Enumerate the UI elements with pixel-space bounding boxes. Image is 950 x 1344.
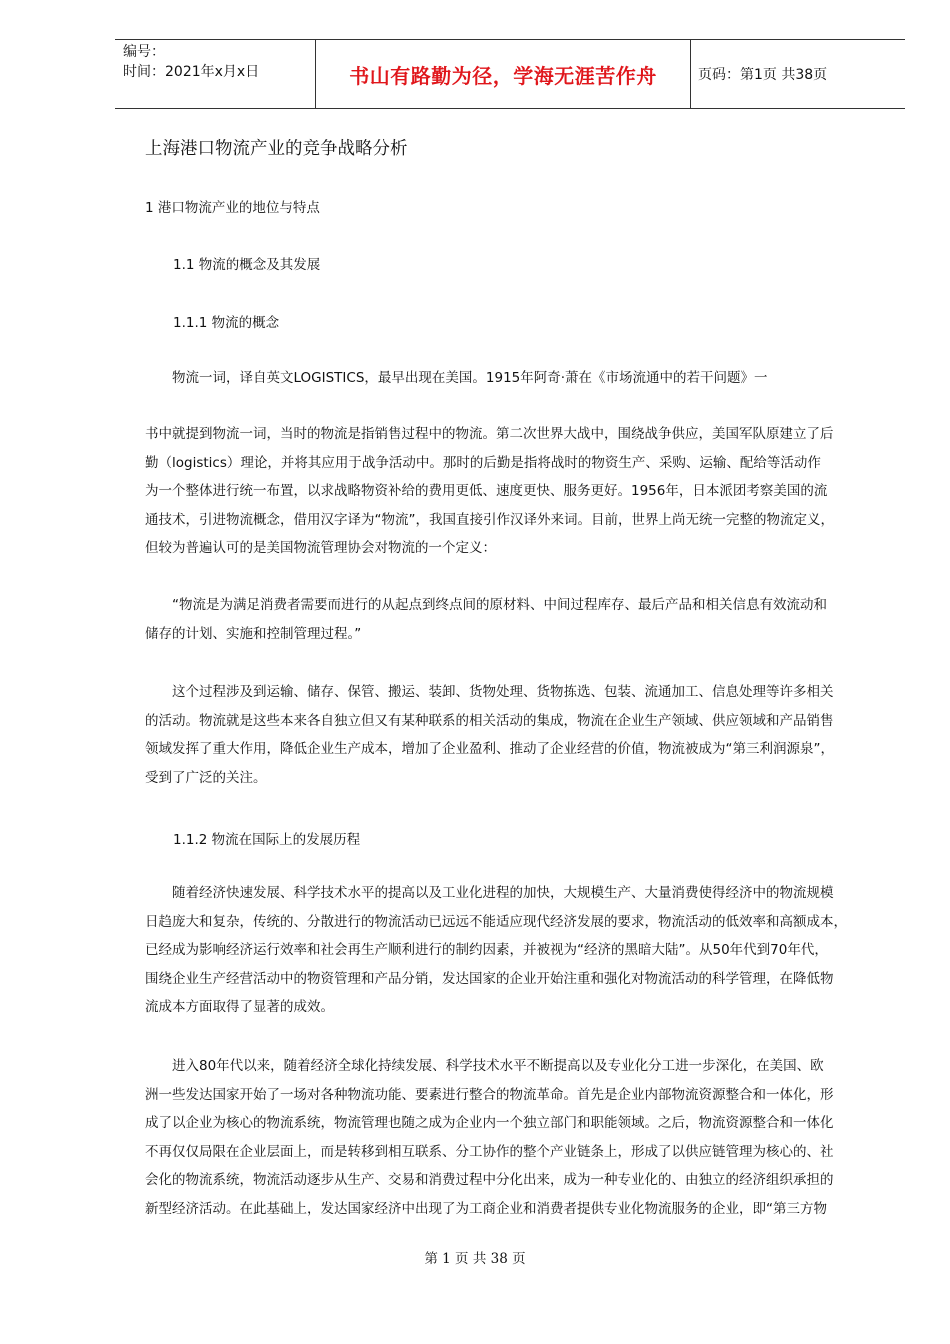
text-line: 成了以企业为核心的物流系统，物流管理也随之成为企业内一个独立部门和职能领域。之后，物流资源整合和一体化 xyxy=(145,1115,834,1131)
header-page-cell xyxy=(690,40,905,108)
text-line: 日趋庞大和复杂，传统的、分散进行的物流活动已远远不能适应现代经济发展的要求，物流活动的低效率和高额成本， xyxy=(145,913,847,930)
text-line: 会化的物流系统，物流活动逐步从生产、交易和消费过程中分化出来，成为一种专业化的、由独立的经济组织承担的 xyxy=(145,1172,834,1188)
paragraph-logistics-activities xyxy=(145,678,890,792)
number-label: 编号： xyxy=(123,44,165,60)
text-line: 书中就提到物流一词，当时的物流是指销售过程中的物流。第二次世界大战中，围绕战争供应，美国军队原建立了后 xyxy=(145,426,834,442)
text-line: 物流一词，译自英文LOGISTICS，最早出现在美国。1915年阿奇·萧在《市场流通中的若干问题》一 xyxy=(145,370,768,386)
header-table xyxy=(115,39,905,109)
paragraph-definition-quote xyxy=(145,591,890,648)
text-line: 通技术，引进物流概念，借用汉字译为“物流”，我国直接引作汉译外来词。目前，世界上尚无统一完整的物流定义， xyxy=(145,511,834,528)
date-line: 时间：2021年x月x日 xyxy=(123,64,260,80)
motto-text: 书山有路勤为径，学海无涯苦作舟 xyxy=(349,64,657,88)
text-line: 不再仅仅局限在企业层面上，而是转移到相互联系、分工协作的整个产业链条上，形成了以供应链管理为核心的、社 xyxy=(145,1143,834,1160)
text-line: “物流是为满足消费者需要而进行的从起点到终点间的原材料、中间过程库存、最后产品和相关信息有效流动和 xyxy=(145,597,827,613)
paragraph-intro-first-line xyxy=(145,364,890,393)
text-line: 围绕企业生产经营活动中的物资管理和产品分销，发达国家的企业开始注重和强化对物流活动的科学管理，在降低物 xyxy=(145,970,834,987)
text-line: 随着经济快速发展、科学技术水平的提高以及工业化进程的加快，大规模生产、大量消费使得经济中的物流规模 xyxy=(145,885,834,901)
text-line: 但较为普遍认可的是美国物流管理协会对物流的一个定义： xyxy=(145,540,496,556)
text-line: 领域发挥了重大作用，降低企业生产成本，增加了企业盈利、推动了企业经营的价值，物流被成为“第三利润源泉”， xyxy=(145,741,834,757)
paragraph-international-development xyxy=(145,879,890,1022)
section-heading-1-1: 1.1 物流的概念及其发展 xyxy=(173,257,321,273)
header-motto-cell xyxy=(315,40,691,108)
paragraph-logistics-revolution xyxy=(145,1052,890,1223)
page-footer: 第 1 页 共 38 页 xyxy=(424,1251,526,1267)
text-line: 为一个整体进行统一布置，以求战略物资补给的费用更低、速度更快、服务更好。1956年，日本派团考察美国的流 xyxy=(145,483,828,499)
text-line: 已经成为影响经济运行效率和社会再生产顺利进行的制约因素，并被视为“经济的黑暗大陆”。从50年代到70年代， xyxy=(145,942,828,958)
section-heading-1-1-2: 1.1.2 物流在国际上的发展历程 xyxy=(173,832,361,848)
text-line: 进入80年代以来，随着经济全球化持续发展、科学技术水平不断提高以及专业化分工进一步深化，在美国、欧 xyxy=(145,1058,824,1074)
paragraph-logistics-history xyxy=(145,420,890,563)
text-line: 新型经济活动。在此基础上，发达国家经济中出现了为工商企业和消费者提供专业化物流服务的企业，即“第三方物 xyxy=(145,1200,827,1217)
text-line: 受到了广泛的关注。 xyxy=(145,769,267,786)
text-line: 勤（logistics）理论，并将其应用于战争活动中。那时的后勤是指将战时的物资生产、采购、运输、配给等活动作 xyxy=(145,454,821,471)
page-info: 页码：第1页 共38页 xyxy=(698,67,828,83)
text-line: 这个过程涉及到运输、储存、保管、搬运、装卸、货物处理、货物拣选、包装、流通加工、信息处理等许多相关 xyxy=(145,684,834,700)
text-line: 洲一些发达国家开始了一场对各种物流功能、要素进行整合的物流革命。首先是企业内部物流资源整合和一体化，形 xyxy=(145,1086,834,1103)
section-heading-1: 1 港口物流产业的地位与特点 xyxy=(145,200,320,216)
header-left-cell xyxy=(115,40,315,108)
document-title: 上海港口物流产业的竞争战略分析 xyxy=(145,139,408,159)
section-heading-1-1-1: 1.1.1 物流的概念 xyxy=(173,315,280,331)
text-line: 流成本方面取得了显著的成效。 xyxy=(145,999,334,1015)
text-line: 的活动。物流就是这些本来各自独立但又有某种联系的相关活动的集成，物流在企业生产领域、供应领域和产品销售 xyxy=(145,712,834,729)
text-line: 储存的计划、实施和控制管理过程。” xyxy=(145,625,362,642)
